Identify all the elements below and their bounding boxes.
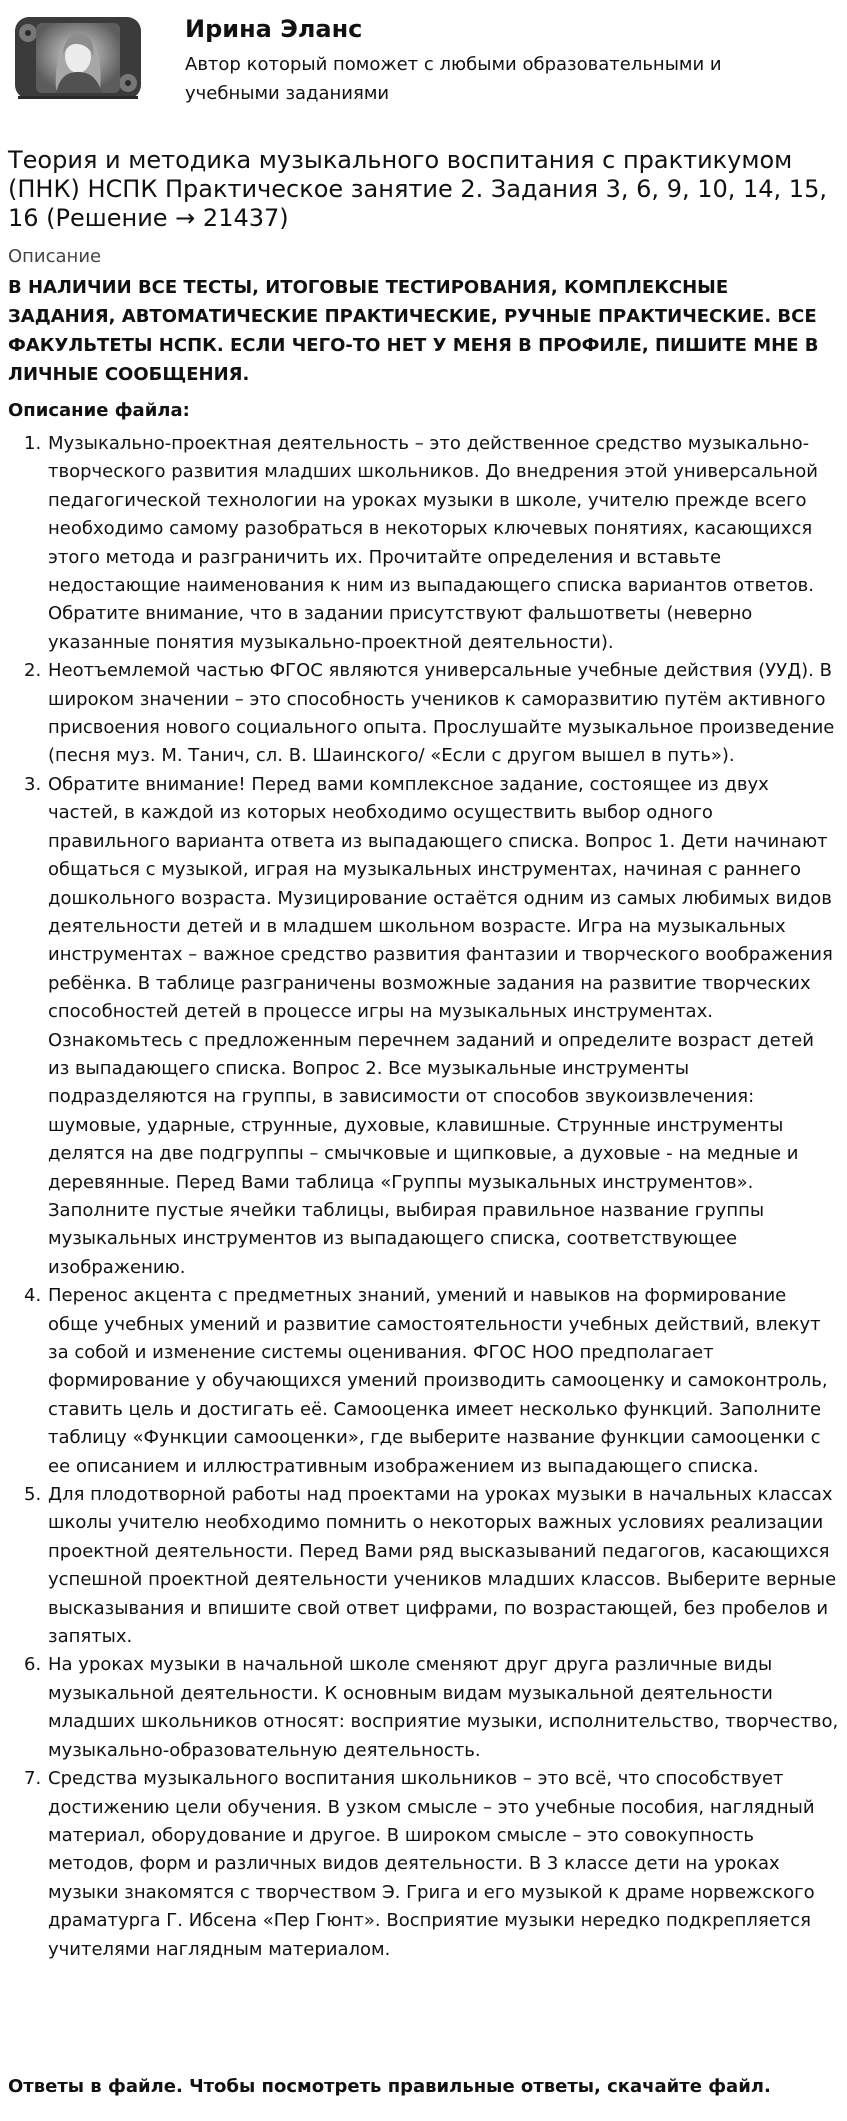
task-item [0,1481,847,1651]
task-text: Для плодотворной работы над проектами на уроках музыки в начальных классах школы учителю необходимо помнить о некоторых важных условиях реализации проектной деятельности. Перед Вами ряд высказываний педагогов, касающихся успешной проектной деятельности учеников младших классов. Выберите верные высказывания и впишите свой ответ цифрами, по возрастающей, без пробелов и запятых. [48,1484,837,1648]
avatar-film-frame-image [8,8,148,108]
task-number: 4. [24,1285,42,1307]
author-avatar[interactable] [8,8,148,108]
task-item [0,1651,847,1765]
file-description-label: Описание файла: [8,400,190,421]
author-description: Автор который поможет с любыми образовательными и учебными заданиями [185,54,722,104]
task-text: Перенос акцента с предметных знаний, умений и навыков на формирование обще учебных умений и развитие самостоятельности учебных действий, влекут за собой и изменение системы оценивания. ФГОС НОО предполагает формирование у обучающихся умений производить самооценку и самоконтроль, ставить цель и достигать её. Самооценка имеет несколько функций. Заполните таблицу «Функции самооценки», где выберите название функции самооценки с ее описанием и иллюстративным изображением из выпадающего списка. [48,1285,828,1477]
task-number: 6. [24,1654,42,1676]
task-item [0,1282,847,1481]
task-number: 7. [24,1768,42,1790]
task-text: На уроках музыки в начальной школе сменяют друг друга различные виды музыкальной деятельности. К основным видам музыкальной деятельности младших школьников относят: восприятие музыки, исполнительство, творчество, музыкально-образовательную деятельность. [48,1654,839,1761]
author-name[interactable]: Ирина Эланс [185,15,363,43]
task-item [0,430,847,657]
answers-note: Ответы в файле. Чтобы посмотреть правильные ответы, скачайте файл. [8,2076,771,2097]
task-text: Средства музыкального воспитания школьников – это всё, что способствует достижению цели обучения. В узком смысле – это учебные пособия, наглядный материал, оборудование и другое. В широком смысле – это совокупность методов, форм и различных видов деятельности. В 3 классе дети на уроках музыки знакомятся с творчеством Э. Грига и его музыкой к драме норвежского драматурга Г. Ибсена «Пер Гюнт». Восприятие музыки нередко подкрепляется учителями наглядным материалом. [48,1768,815,1960]
task-number: 2. [24,660,42,682]
task-number: 3. [24,773,42,795]
page-title: Теория и методика музыкального воспитания с практикумом (ПНК) НСПК Практическое занятие 2. Задания 3, 6, 9, 10, 14, 15, 16 (Решение → 21437) [8,146,827,232]
task-item [0,771,847,1282]
author-card [0,0,847,116]
task-item [0,657,847,771]
description-label: Описание [8,246,102,267]
task-list [0,430,847,1964]
task-text: Музыкально-проектная деятельность – это действенное средство музыкально-творческого развития младших школьников. До внедрения этой универсальной педагогической технологии на уроках музыки в школе, учителю прежде всего необходимо самому разобраться в некоторых ключевых понятиях, касающихся этого метода и разграничить их. Прочитайте определения и вставьте недостающие наименования к ним из выпадающего списка вариантов ответов. Обратите внимание, что в задании присутствуют фальшответы (неверно указанные понятия музыкально-проектной деятельности). [48,433,819,653]
task-number: 5. [24,1484,42,1506]
description-notice: В НАЛИЧИИ ВСЕ ТЕСТЫ, ИТОГОВЫЕ ТЕСТИРОВАНИЯ, КОМПЛЕКСНЫЕ ЗАДАНИЯ, АВТОМАТИЧЕСКИЕ ПРАКТИЧЕСКИЕ, РУЧНЫЕ ПРАКТИЧЕСКИЕ. ВСЕ ФАКУЛЬТЕТЫ НСПК. ЕСЛИ ЧЕГО-ТО НЕТ У МЕНЯ В ПРОФИЛЕ, ПИШИТЕ МНЕ В ЛИЧНЫЕ СООБЩЕНИЯ. [8,277,819,385]
task-text: Неотъемлемой частью ФГОС являются универсальные учебные действия (УУД). В широком значении – это способность учеников к саморазвитию путём активного присвоения нового социального опыта. Прослушайте музыкальное произведение (песня муз. М. Танич, сл. В. Шаинского/ «Если с другом вышел в путь»). [48,660,835,767]
task-item [0,1765,847,1964]
task-number: 1. [24,433,42,454]
task-text: Обратите внимание! Перед вами комплексное задание, состоящее из двух частей, в каждой из которых необходимо осуществить выбор одного правильного варианта ответа из выпадающего списка. Вопрос 1. Дети начинают общаться с музыкой, играя на музыкальных инструментах, начиная с раннего дошкольного возраста. Музицирование остаётся одним из самых любимых видов деятельности детей и в младшем школьном возрасте. Игра на музыкальных инструментах – важное средство развития фантазии и творческого воображения ребёнка. В таблице разграничены возможные задания на развитие творческих способностей детей в процессе игры на музыкальных инструментах. Ознакомьтесь с предложенным перечнем заданий и определите возраст детей из выпадающего списка. Вопрос 2. Все музыкальные инструменты подразделяются на группы, в зависимости от способов звукоизвлечения: шумовые, ударные, струнные, духовые, клавишные. Струнные инструменты делятся на две подгруппы – смычковые и щипковые, а духовые - на медные и деревянные. Перед Вами таблица «Группы музыкальных инструментов». Заполните пустые ячейки таблицы, выбирая правильное название группы музыкальных инструментов из выпадающего списка, соответствующее изображению. [48,773,833,1278]
